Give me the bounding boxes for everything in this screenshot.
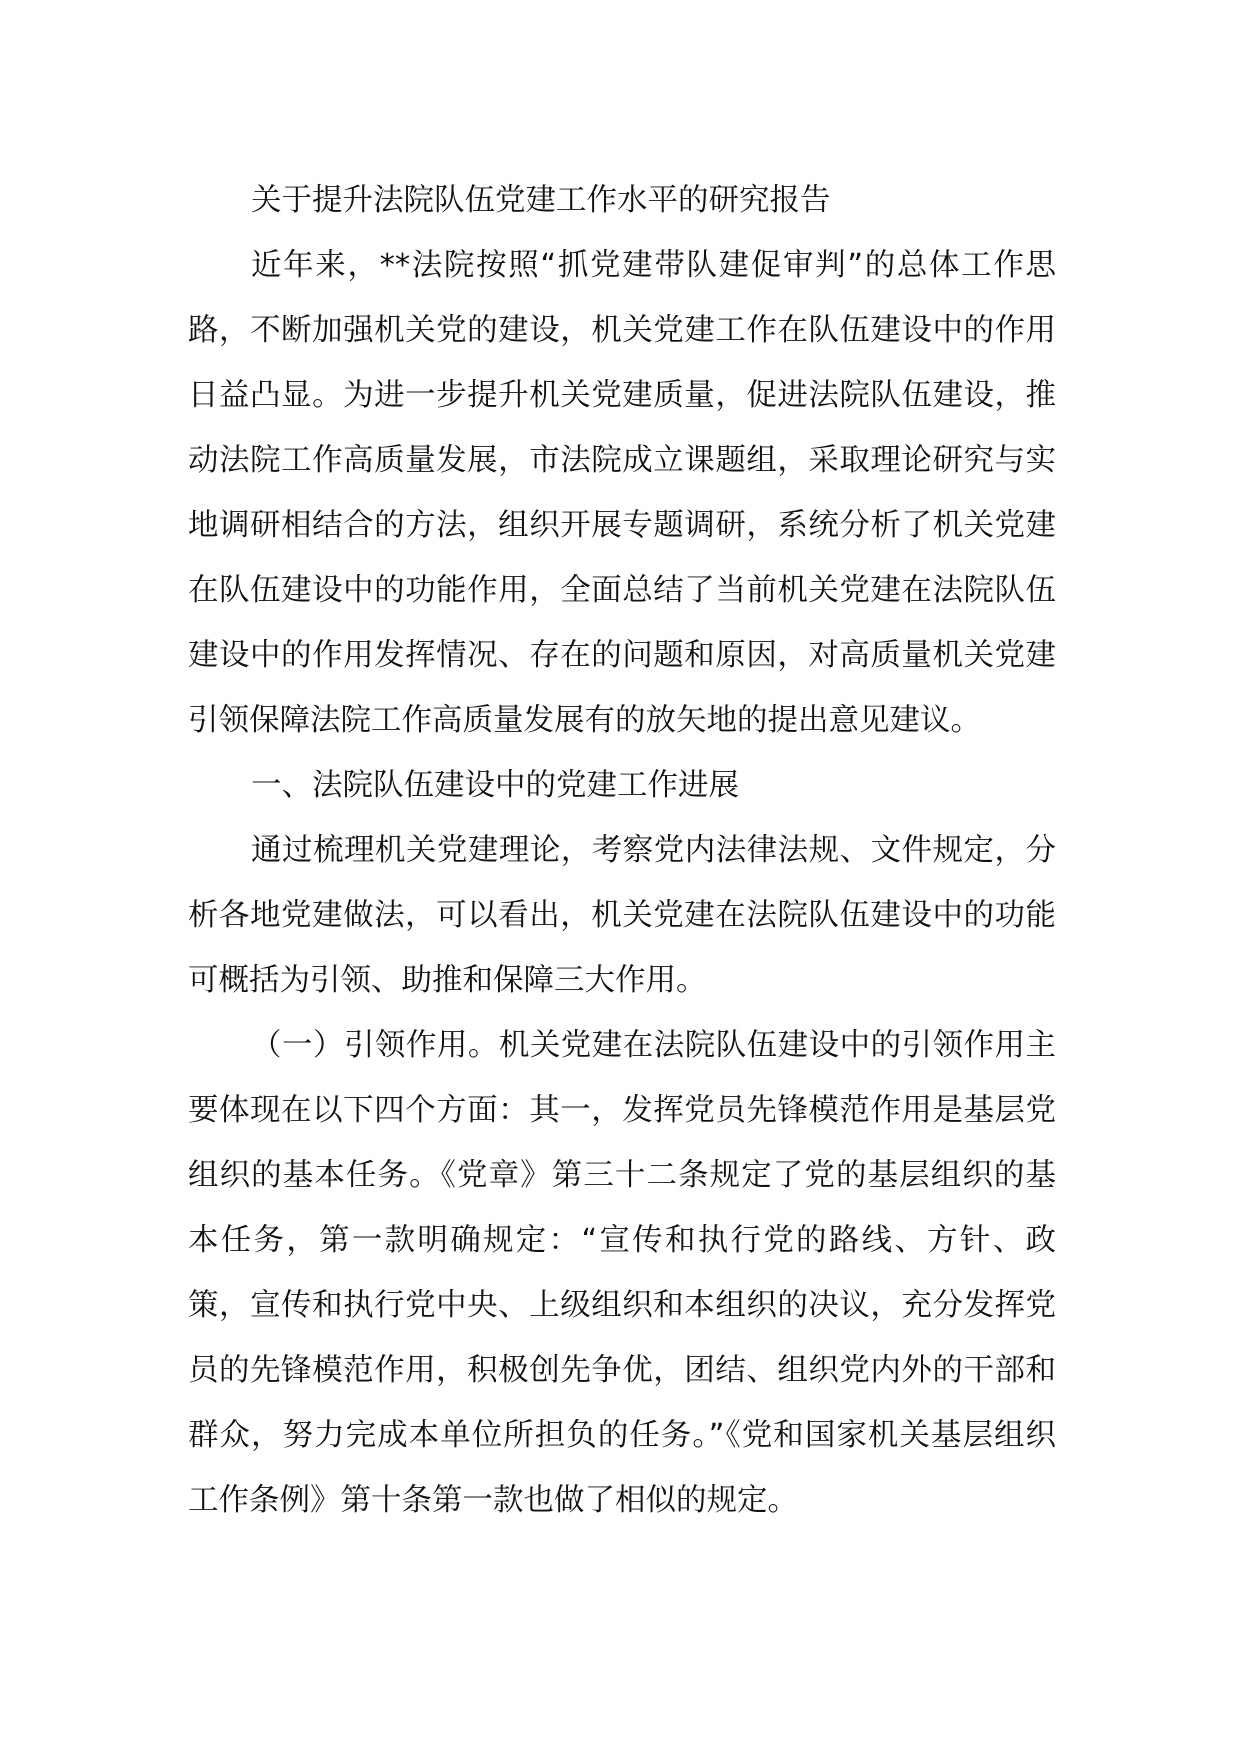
section-paragraph-1: 通过梳理机关党建理论，考察党内法律法规、文件规定，分析各地党建做法，可以看出，机关党建在法院队伍建设中的功能可概括为引领、助推和保障三大作用。 bbox=[188, 833, 1056, 998]
document-body bbox=[188, 168, 1056, 1533]
section-paragraph-2: （一）引领作用。机关党建在法院队伍建设中的引领作用主要体现在以下四个方面：其一，发挥党员先锋模范作用是基层党组织的基本任务。《党章》第三十二条规定了党的基层组织的基本任务，第一款明确规定：“宣传和执行党的路线、方针、政策，宣传和执行党中央、上级组织和本组织的决议，充分发挥党员的先锋模范作用，积极创先争优，团结、组织党内外的干部和群众，努力完成本单位所担负的任务。”《党和国家机关基层组织工作条例》第十条第一款也做了相似的规定。 bbox=[188, 1028, 1056, 1518]
section-heading: 一、法院队伍建设中的党建工作进展 bbox=[251, 768, 739, 803]
document-title: 关于提升法院队伍党建工作水平的研究报告 bbox=[251, 183, 831, 218]
intro-paragraph: 近年来，**法院按照“抓党建带队建促审判”的总体工作思路，不断加强机关党的建设，机关党建工作在队伍建设中的作用日益凸显。为进一步提升机关党建质量，促进法院队伍建设，推动法院工作高质量发展，市法院成立课题组，采取理论研究与实地调研相结合的方法，组织开展专题调研，系统分析了机关党建在队伍建设中的功能作用，全面总结了当前机关党建在法院队伍建设中的作用发挥情况、存在的问题和原因，对高质量机关党建引领保障法院工作高质量发展有的放矢地的提出意见建议。 bbox=[188, 248, 1056, 738]
